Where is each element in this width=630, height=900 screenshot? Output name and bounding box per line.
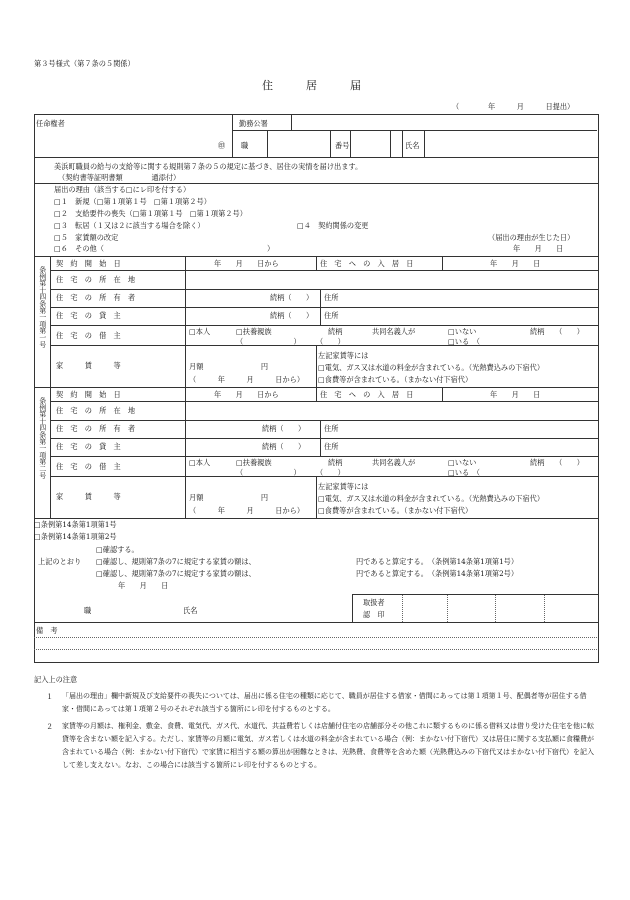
s2-includes-utilities[interactable]: □電気、ガス又は水道の料金が含まれている。（光熱費込みの下宿代） (318, 494, 545, 503)
s1-borrower-relation: 続柄 (328, 327, 343, 336)
confirm-amount-2[interactable]: 円であると算定する。 （条例第14条第1項第2号） (356, 569, 519, 578)
s1-rent-since[interactable]: （ 年 月 日から） (189, 375, 305, 384)
s2-dependent-paren[interactable]: （ ） (236, 468, 301, 477)
s1-location-field[interactable] (187, 272, 596, 288)
confirm-date[interactable]: 年 月 日 (118, 581, 169, 590)
s1-includes-meals[interactable]: □食費等が含まれている。（まかない付下宿代） (318, 375, 473, 384)
s1-move-in-label: 住 宅 へ の 入 居 日 (320, 259, 414, 268)
s2-rent-since[interactable]: （ 年 月 日から） (189, 506, 305, 515)
confirm-amount-1[interactable]: 円であると算定する。 （条例第14条第1項第1号） (356, 557, 519, 566)
remarks-field[interactable] (80, 625, 595, 659)
section1-side-label: 条例第十四条第一項第一号 (37, 266, 46, 348)
s1-co-holder-none[interactable]: □いない (448, 327, 477, 336)
intro-statement: 美浜町職員の給与の支給等に関する規則第７条の５の規定に基づき、居住の実情を届け出ます。 (54, 162, 363, 171)
s2-co-holder-none[interactable]: □いない (448, 458, 477, 467)
s1-lender-relation[interactable]: 続柄（ ） (270, 311, 314, 320)
reason-other-close: ） (267, 244, 275, 253)
s1-co-holder-relation[interactable]: 続柄 （ ） (530, 327, 584, 336)
s1-borrower-dependent[interactable]: □扶養親族 (236, 327, 272, 336)
s2-borrower-label: 住 宅 の 借 主 (56, 462, 121, 471)
note-2-number: ２ (46, 722, 54, 731)
s2-relation-paren[interactable]: （ ） (316, 468, 345, 477)
form-number: 第３号様式（第７条の５関係） (34, 59, 135, 68)
s1-includes-title: 左記家賃等には (318, 351, 369, 360)
note-1: 「届出の理由」欄中新規及び支給要件の喪失については、届出に係る住宅の種類に応じて、職員が居住する借家・借間にあっては第１項第１号、配偶者等が居住する借家・借間にあっては第１項第２号のそれぞれ該当する箇所にレ印を付するものとする。 (62, 692, 587, 713)
s1-relation-paren[interactable]: （ ） (316, 337, 345, 346)
s2-borrower-self[interactable]: □本人 (189, 458, 211, 467)
submission-date[interactable]: （ 年 月 日提出） (452, 102, 575, 111)
s2-owner-relation[interactable]: 続柄（ ） (262, 424, 306, 433)
s2-move-in-field[interactable]: 年 月 日 (490, 390, 541, 399)
s1-contract-start-field[interactable]: 年 月 日から (214, 259, 279, 268)
s1-dependent-paren[interactable]: （ ） (236, 337, 301, 346)
reason-date-label: （届出の理由が生じた日） (488, 233, 575, 242)
seal-stamp: ㊞ (218, 141, 226, 150)
s2-includes-meals[interactable]: □食費等が含まれている。（まかない付下宿代） (318, 506, 473, 515)
reason-contract-change[interactable]: □４ 契約関係の変更 (297, 221, 369, 230)
note-2: 家賃等の月額は、権利金、敷金、食費、電気代、ガス代、水道代、共益費若しくは店舗付住宅の店舗部分その他これに類するものに係る借料又は借り受けた住宅を他に転貸等を含まない額を記入する。ただし、家賃等の月額に電気、ガス若しくは水道の料金が含まれている場合（例：まかない付下宿代）又は居住に関する支払額に食糧費が含まれている場合（例：まかない付下宿代）で家賃に相当する額の算出が困難なときは、光熱費、食費等を含めた額（光熱費込みの下宿代又はまかない付下宿代）を記入して差し支えない。なお、この場合には該当する箇所にレ印を付するものとする。 (62, 722, 594, 769)
s1-owner-label: 住 宅 の 所 有 者 (56, 293, 136, 302)
notes-title: 記入上の注意 (34, 675, 78, 684)
s2-location-label: 住 宅 の 所 在 地 (56, 406, 136, 415)
s2-borrower-relation: 続柄 (328, 458, 343, 467)
reason-move[interactable]: □３ 転居（１又は２に該当する場合を除く） (54, 221, 205, 230)
handler-label: 取扱者 (363, 598, 385, 607)
s2-lender-label: 住 宅 の 貸 主 (56, 442, 121, 451)
attachment-note: （契約書等証明書類 通添付） (58, 173, 181, 182)
s2-contract-start-label: 契 約 開 始 日 (56, 390, 121, 399)
appointer-label: 任命権者 (36, 119, 65, 128)
s1-co-holder-exists[interactable]: □いる （ (448, 337, 480, 346)
confirm-calc-1[interactable]: □確認し、規則第7条の7に規定する家賃の額は、 (96, 557, 256, 566)
s2-lender-relation[interactable]: 続柄（ ） (262, 442, 306, 451)
remarks-label: 備 考 (36, 626, 58, 635)
s1-owner-relation[interactable]: 続柄（ ） (270, 293, 314, 302)
s1-move-in-field[interactable]: 年 月 日 (490, 259, 541, 268)
check-clause-1[interactable]: □条例第14条第1項第1号 (34, 520, 117, 529)
s1-contract-start-label: 契 約 開 始 日 (56, 259, 121, 268)
s2-co-holder-exists[interactable]: □いる （ (448, 468, 480, 477)
check-clause-2[interactable]: □条例第14条第1項第2号 (34, 532, 117, 541)
reason-rent-revision[interactable]: □５ 家賃額の改定 (54, 233, 119, 242)
s1-borrower-label: 住 宅 の 借 主 (56, 331, 121, 340)
s1-includes-utilities[interactable]: □電気、ガス又は水道の料金が含まれている。（光熱費込みの下宿代） (318, 363, 545, 372)
s1-monthly-rent[interactable]: 月額 円 (189, 362, 269, 371)
s1-rent-label: 家 賃 等 (56, 361, 121, 370)
s2-rent-label: 家 賃 等 (56, 492, 121, 501)
reason-loss[interactable]: □２ 支給要件の喪失（□第１項第１号 □第１項第２号） (54, 209, 247, 218)
s2-co-holder-label: 共同名義人が (372, 458, 416, 467)
s2-owner-label: 住 宅 の 所 有 者 (56, 424, 136, 433)
s2-includes-title: 左記家賃等には (318, 482, 369, 491)
confirm-position-label: 職 (84, 606, 92, 615)
number-label: 番号 (335, 141, 350, 150)
s1-co-holder-label: 共同名義人が (372, 327, 416, 336)
s1-location-label: 住 宅 の 所 在 地 (56, 275, 136, 284)
reason-other[interactable]: □６ その他（ (54, 244, 104, 253)
s2-contract-start-field[interactable]: 年 月 日から (214, 390, 279, 399)
page-title: 住 居 届 (262, 79, 361, 92)
s2-owner-address[interactable]: 住所 (324, 424, 339, 433)
position-label: 職 (241, 141, 249, 150)
confirm-option[interactable]: □確認する。 (96, 545, 139, 554)
workplace-label: 勤務公署 (239, 119, 268, 128)
approval-label: 認 印 (363, 610, 385, 619)
workplace-field[interactable] (298, 116, 594, 129)
s1-lender-address[interactable]: 住所 (324, 311, 339, 320)
section2-side-label: 条例第十四条第一項第二号 (37, 397, 46, 479)
s2-co-holder-relation[interactable]: 続柄 （ ） (530, 458, 584, 467)
reason-date-field[interactable]: 年 月 日 (513, 244, 564, 253)
confirm-above: 上記のとおり (38, 557, 82, 566)
s1-borrower-self[interactable]: □本人 (189, 327, 211, 336)
s1-lender-label: 住 宅 の 貸 主 (56, 311, 121, 320)
reason-title: 届出の理由（該当する□にレ印を付する） (54, 185, 191, 194)
s2-move-in-label: 住 宅 へ の 入 居 日 (320, 390, 414, 399)
confirm-name-label: 氏名 (183, 606, 198, 615)
s1-owner-address[interactable]: 住所 (324, 293, 339, 302)
reason-new[interactable]: □１ 新規（□第１項第１号 □第１項第２号） (54, 197, 211, 206)
note-1-number: １ (46, 692, 54, 701)
confirm-calc-2[interactable]: □確認し、規則第7条の7に規定する家賃の額は、 (96, 569, 256, 578)
name-label: 氏名 (405, 141, 420, 150)
s2-borrower-dependent[interactable]: □扶養親族 (236, 458, 272, 467)
s2-location-field[interactable] (187, 403, 596, 419)
s2-monthly-rent[interactable]: 月額 円 (189, 493, 269, 502)
s2-lender-address[interactable]: 住所 (324, 442, 339, 451)
